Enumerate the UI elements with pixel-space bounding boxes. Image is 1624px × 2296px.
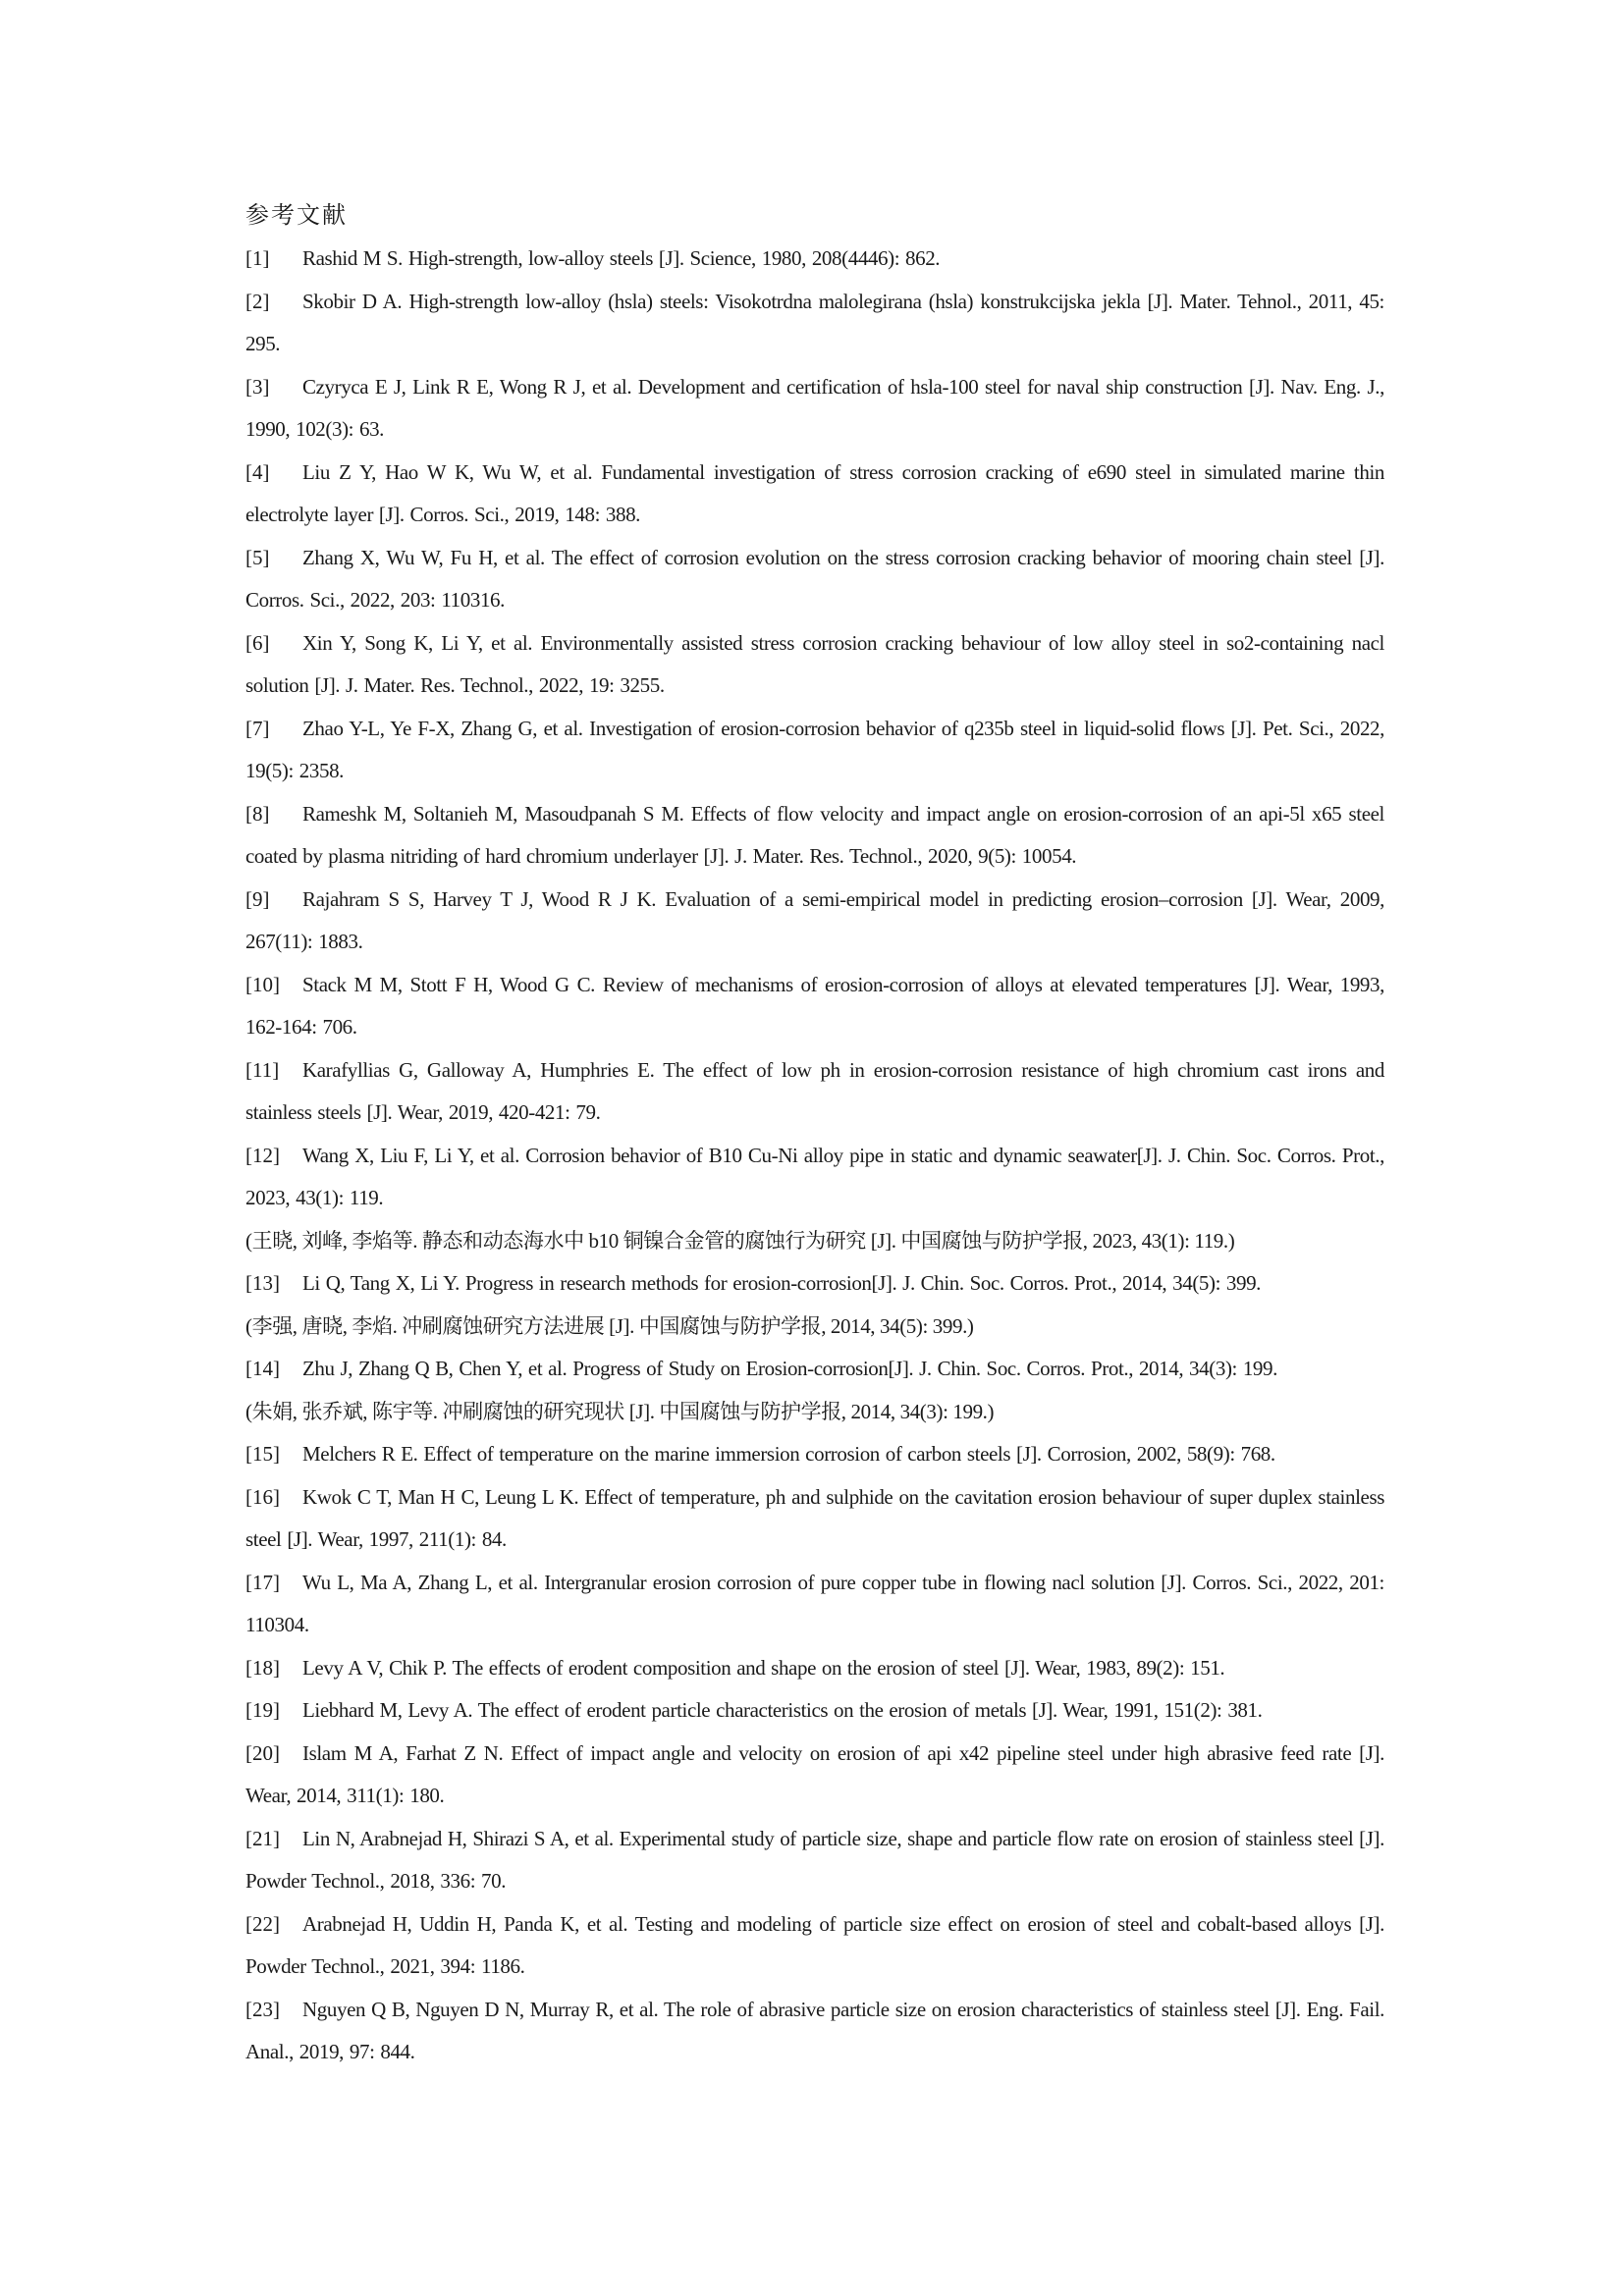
reference-text: Arabnejad H, Uddin H, Panda K, et al. Testing and modeling of particle size effect on erosion of steel and cobalt-based alloys [J]. Powder Technol., 2021, 394: 1186. bbox=[245, 1911, 1384, 1978]
reference-number: [22] bbox=[245, 1911, 280, 1936]
reference-entry bbox=[245, 366, 1384, 452]
reference-entry bbox=[245, 793, 1384, 879]
references-section-title: 参考文献 bbox=[245, 203, 348, 229]
reference-text: Czyryca E J, Link R E, Wong R J, et al. Development and certification of hsla-100 steel for naval ship construction [J]. Nav. Eng. J., 1990, 102(3): 63. bbox=[245, 374, 1384, 441]
reference-text: Levy A V, Chik P. The effects of erodent composition and shape on the erosion of steel [J]. Wear, 1983, 89(2): 151. bbox=[302, 1655, 1225, 1680]
reference-entry bbox=[245, 708, 1384, 793]
reference-number: [16] bbox=[245, 1484, 280, 1509]
reference-entry bbox=[245, 1989, 1384, 2074]
reference-number: [18] bbox=[245, 1655, 280, 1680]
reference-entry bbox=[245, 964, 1384, 1049]
reference-text: Nguyen Q B, Nguyen D N, Murray R, et al. The role of abrasive particle size on erosion characteristics of stainless steel [J]. Eng. Fail. Anal., 2019, 97: 844. bbox=[245, 1997, 1384, 2063]
reference-text: Islam M A, Farhat Z N. Effect of impact angle and velocity on erosion of api x42 pipeline steel under high abrasive feed rate [J]. Wear, 2014, 311(1): 180. bbox=[245, 1740, 1384, 1807]
page-content bbox=[245, 194, 1384, 2074]
reference-entry bbox=[245, 1476, 1384, 1562]
reference-entry bbox=[245, 452, 1384, 537]
reference-text: Skobir D A. High-strength low-alloy (hsla) steels: Visokotrdna malolegirana (hsla) konstrukcijska jekla [J]. Mater. Tehnol., 2011, 45: 295. bbox=[245, 289, 1384, 355]
reference-text: Xin Y, Song K, Li Y, et al. Environmentally assisted stress corrosion cracking behaviour of low alloy steel in so2-containing nacl solution [J]. J. Mater. Res. Technol., 2022, 19: 3255. bbox=[245, 630, 1384, 697]
reference-entry bbox=[245, 1647, 1384, 1690]
reference-entry bbox=[245, 1262, 1384, 1306]
reference-number: [3] bbox=[245, 374, 270, 399]
reference-text: Liebhard M, Levy A. The effect of erodent particle characteristics on the erosion of metals [J]. Wear, 1991, 151(2): 381. bbox=[302, 1698, 1263, 1722]
reference-text: Rajahram S S, Harvey T J, Wood R J K. Evaluation of a semi-empirical model in predicting erosion–corrosion [J]. Wear, 2009, 267(11): 1883. bbox=[245, 886, 1384, 953]
reference-text: Melchers R E. Effect of temperature on the marine immersion corrosion of carbon steels [J]. Corrosion, 2002, 58(9): 768. bbox=[302, 1442, 1275, 1466]
reference-entry bbox=[245, 1903, 1384, 1989]
reference-entry bbox=[245, 537, 1384, 622]
reference-text: Stack M M, Stott F H, Wood G C. Review of mechanisms of erosion-corrosion of alloys at elevated temperatures [J]. Wear, 1993, 162-164: 706. bbox=[245, 972, 1384, 1039]
reference-entry bbox=[245, 1818, 1384, 1903]
reference-text: Rameshk M, Soltanieh M, Masoudpanah S M. Effects of flow velocity and impact angle on erosion-corrosion of an api-5l x65 steel coated by plasma nitriding of hard chromium underlayer [J]. J. Mater. Res. Technol., 2020, 9(5): 10054. bbox=[245, 801, 1384, 868]
reference-number: [13] bbox=[245, 1271, 280, 1295]
reference-number: [20] bbox=[245, 1740, 280, 1765]
reference-number: [11] bbox=[245, 1057, 280, 1082]
reference-number: [8] bbox=[245, 801, 270, 826]
reference-chinese-note: (朱娟, 张乔斌, 陈宇等. 冲刷腐蚀的研究现状 [J]. 中国腐蚀与防护学报, 2014, 34(3): 199.) bbox=[245, 1399, 995, 1423]
reference-text: Kwok C T, Man H C, Leung L K. Effect of temperature, ph and sulphide on the cavitation erosion behaviour of super duplex stainless steel [J]. Wear, 1997, 211(1): 84. bbox=[245, 1484, 1384, 1551]
reference-entry bbox=[245, 281, 1384, 366]
reference-number: [9] bbox=[245, 886, 270, 911]
reference-text: Zhang X, Wu W, Fu H, et al. The effect of corrosion evolution on the stress corrosion cracking behavior of mooring chain steel [J]. Corros. Sci., 2022, 203: 110316. bbox=[245, 545, 1384, 612]
reference-number: [14] bbox=[245, 1357, 280, 1380]
reference-entry bbox=[245, 1689, 1384, 1733]
reference-number: [23] bbox=[245, 1997, 280, 2021]
reference-entry bbox=[245, 622, 1384, 708]
reference-text: Zhu J, Zhang Q B, Chen Y, et al. Progress of Study on Erosion-corrosion[J]. J. Chin. Soc. Corros. Prot., 2014, 34(3): 199. bbox=[302, 1357, 1277, 1380]
reference-entry bbox=[245, 1433, 1384, 1476]
reference-entry bbox=[245, 238, 1384, 281]
reference-number: [5] bbox=[245, 545, 270, 569]
reference-text: Wu L, Ma A, Zhang L, et al. Intergranular erosion corrosion of pure copper tube in flowing nacl solution [J]. Corros. Sci., 2022, 201: 110304. bbox=[245, 1570, 1384, 1636]
reference-entry bbox=[245, 879, 1384, 964]
reference-number: [12] bbox=[245, 1143, 280, 1167]
reference-text: Rashid M S. High-strength, low-alloy steels [J]. Science, 1980, 208(4446): 862. bbox=[302, 246, 941, 270]
reference-number: [19] bbox=[245, 1698, 280, 1722]
reference-chinese-note: (李强, 唐晓, 李焰. 冲刷腐蚀研究方法进展 [J]. 中国腐蚀与防护学报, 2014, 34(5): 399.) bbox=[245, 1313, 974, 1338]
reference-list bbox=[245, 238, 1384, 2074]
reference-text: Zhao Y-L, Ye F-X, Zhang G, et al. Investigation of erosion-corrosion behavior of q235b steel in liquid-solid flows [J]. Pet. Sci., 2022, 19(5): 2358. bbox=[245, 716, 1384, 782]
reference-entry bbox=[245, 1049, 1384, 1135]
reference-entry bbox=[245, 1562, 1384, 1647]
reference-entry bbox=[245, 1135, 1384, 1220]
reference-number: [10] bbox=[245, 972, 280, 996]
reference-number: [1] bbox=[245, 246, 270, 270]
reference-text: Lin N, Arabnejad H, Shirazi S A, et al. Experimental study of particle size, shape and particle flow rate on erosion of stainless steel [J]. Powder Technol., 2018, 336: 70. bbox=[245, 1826, 1384, 1893]
reference-number: [21] bbox=[245, 1826, 280, 1850]
reference-entry bbox=[245, 1733, 1384, 1818]
reference-number: [17] bbox=[245, 1570, 280, 1594]
reference-text: Liu Z Y, Hao W K, Wu W, et al. Fundamental investigation of stress corrosion cracking of e690 steel in simulated marine thin electrolyte layer [J]. Corros. Sci., 2019, 148: 388. bbox=[245, 459, 1384, 526]
reference-text: Li Q, Tang X, Li Y. Progress in research methods for erosion-corrosion[J]. J. Chin. Soc. Corros. Prot., 2014, 34(5): 399. bbox=[302, 1271, 1262, 1295]
reference-text: Karafyllias G, Galloway A, Humphries E. The effect of low ph in erosion-corrosion resistance of high chromium cast irons and stainless steels [J]. Wear, 2019, 420-421: 79. bbox=[245, 1057, 1384, 1124]
reference-number: [15] bbox=[245, 1442, 280, 1466]
reference-number: [2] bbox=[245, 289, 270, 313]
reference-number: [6] bbox=[245, 630, 270, 655]
reference-number: [7] bbox=[245, 716, 270, 740]
reference-text: Wang X, Liu F, Li Y, et al. Corrosion behavior of B10 Cu-Ni alloy pipe in static and dynamic seawater[J]. J. Chin. Soc. Corros. Prot., 2023, 43(1): 119. bbox=[245, 1143, 1384, 1209]
reference-entry bbox=[245, 1348, 1384, 1391]
reference-number: [4] bbox=[245, 459, 270, 484]
reference-chinese-note: (王晓, 刘峰, 李焰等. 静态和动态海水中 b10 铜镍合金管的腐蚀行为研究 [J]. 中国腐蚀与防护学报, 2023, 43(1): 119.) bbox=[245, 1228, 1235, 1253]
